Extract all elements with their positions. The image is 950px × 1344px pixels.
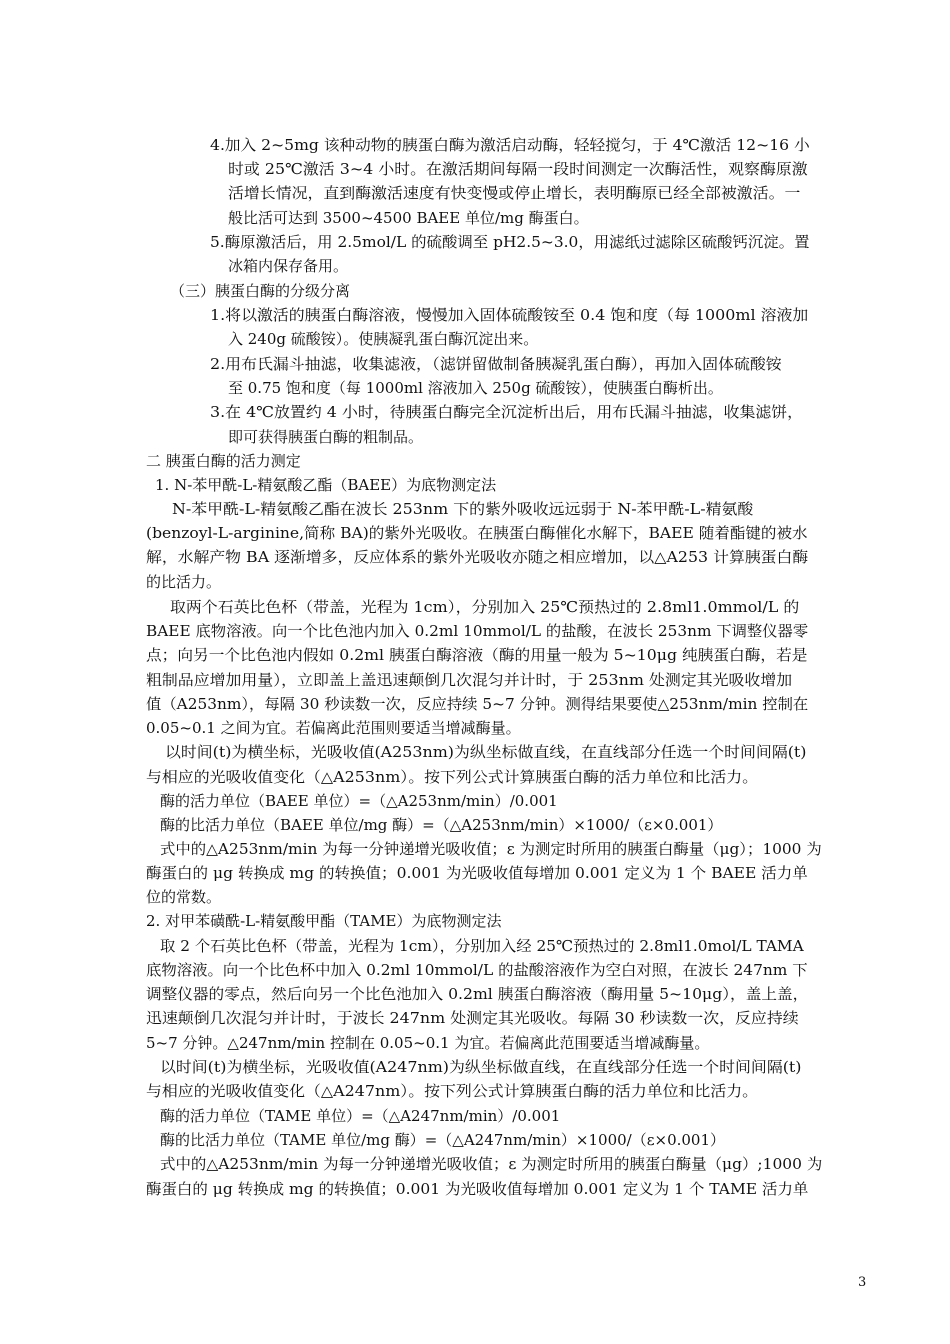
text-line: 活增长情况，直到酶激活速度有快变慢或停止增长，表明酶原已经全部被激活。一 bbox=[228, 184, 801, 202]
text-line: 位的常数。 bbox=[146, 888, 222, 906]
text-line: 0.05~0.1 之间为宜。若偏离此范围则要适当增减酶量。 bbox=[146, 719, 521, 737]
text-line: BAEE 底物溶液。向一个比色池内加入 0.2ml 10mmol/L 的盐酸，在波长 253nm 下调整仪器零 bbox=[146, 622, 809, 640]
text-line: 粗制品应增加用量），立即盖上盖迅速颠倒几次混匀并计时，于 253nm 处测定其光吸收增加 bbox=[146, 671, 793, 689]
text-line: 酶蛋白的 μg 转换成 mg 的转换值；0.001 为光吸收值每增加 0.001 定义为 1 个 BAEE 活力单 bbox=[146, 864, 808, 882]
text-line: 以时间(t)为横坐标，光吸收值(A247nm)为纵坐标做直线，在直线部分任选一个时间间隔(t) bbox=[160, 1058, 802, 1076]
text-line: 二 胰蛋白酶的活力测定 bbox=[146, 452, 301, 470]
text-line: 入 240g 硫酸铵）。使胰凝乳蛋白酶沉淀出来。 bbox=[228, 330, 539, 348]
text-line: 1.将以激活的胰蛋白酶溶液，慢慢加入固体硫酸铵至 0.4 饱和度（每 1000ml 溶液加 bbox=[210, 306, 809, 324]
text-line: N-苯甲酰-L-精氨酸乙酯在波长 253nm 下的紫外吸收远远弱于 N-苯甲酰-L-精氨酸 bbox=[172, 500, 754, 518]
text-line: 式中的△A253nm/min 为每一分钟递增光吸收值；ε 为测定时所用的胰蛋白酶量（μg）；1000 为 bbox=[160, 840, 822, 858]
text-line: 底物溶液。向一个比色杯中加入 0.2ml 10mmol/L 的盐酸溶液作为空白对照，在波长 247nm 下 bbox=[146, 961, 808, 979]
text-line: 取 2 个石英比色杯（带盖，光程为 1cm），分别加入经 25℃预热过的 2.8ml1.0mol/L TAMA bbox=[160, 937, 804, 955]
text-line: 5.酶原激活后，用 2.5mol/L 的硫酸调至 pH2.5~3.0，用滤纸过滤除区硫酸钙沉淀。置 bbox=[210, 233, 810, 251]
text-line: 与相应的光吸收值变化（△A253nm）。按下列公式计算胰蛋白酶的活力单位和比活力。 bbox=[146, 768, 759, 786]
text-line: 酶的比活力单位（TAME 单位/mg 酶）=（△A247nm/min）×1000/（ε×0.001） bbox=[160, 1131, 726, 1149]
text-line: 般比活可达到 3500~4500 BAEE 单位/mg 酶蛋白。 bbox=[228, 209, 589, 227]
text-line: 酶的比活力单位（BAEE 单位/mg 酶）=（△A253nm/min）×1000/（ε×0.001） bbox=[160, 816, 723, 834]
text-line: (benzoyl-L-arginine,简称 BA)的紫外光吸收。在胰蛋白酶催化水解下，BAEE 随着酯键的被水 bbox=[146, 524, 808, 542]
text-line: 取两个石英比色杯（带盖，光程为 1cm），分别加入 25℃预热过的 2.8ml1.0mmol/L 的 bbox=[170, 598, 800, 616]
text-line: 点；向另一个比色池内假如 0.2ml 胰蛋白酶溶液（酶的用量一般为 5~10μg 纯胰蛋白酶，若是 bbox=[146, 646, 808, 664]
text-line: 酶的活力单位（BAEE 单位）=（△A253nm/min）/0.001 bbox=[160, 792, 558, 810]
text-line: 酶的活力单位（TAME 单位）=（△A247nm/min）/0.001 bbox=[160, 1107, 561, 1125]
text-line: 即可获得胰蛋白酶的粗制品。 bbox=[228, 428, 424, 446]
text-line: 酶蛋白的 μg 转换成 mg 的转换值；0.001 为光吸收值每增加 0.001 定义为 1 个 TAME 活力单 bbox=[146, 1180, 809, 1198]
text-line: 式中的△A253nm/min 为每一分钟递增光吸收值；ε 为测定时所用的胰蛋白酶量（μg）;1000 为 bbox=[160, 1155, 823, 1173]
text-line: （三）胰蛋白酶的分级分离 bbox=[170, 282, 351, 300]
text-line: 的比活力。 bbox=[146, 573, 222, 591]
text-line: 5~7 分钟。△247nm/min 控制在 0.05~0.1 为宜。若偏离此范围要适当增减酶量。 bbox=[146, 1034, 710, 1052]
text-line: 至 0.75 饱和度（每 1000ml 溶液加入 250g 硫酸铵），使胰蛋白酶析出。 bbox=[228, 379, 723, 397]
text-line: 值（A253nm），每隔 30 秒读数一次，反应持续 5~7 分钟。测得结果要使△253nm/min 控制在 bbox=[146, 695, 809, 713]
text-line: 调整仪器的零点，然后向另一个比色池加入 0.2ml 胰蛋白酶溶液（酶用量 5~10μg），盖上盖， bbox=[146, 985, 809, 1003]
text-line: 迅速颠倒几次混匀并计时，于波长 247nm 处测定其光吸收。每隔 30 秒读数一次，反应持续 bbox=[146, 1009, 799, 1027]
text-line: 冰箱内保存备用。 bbox=[228, 257, 349, 275]
text-line: 时或 25℃激活 3~4 小时。在激活期间每隔一段时间测定一次酶活性，观察酶原激 bbox=[228, 160, 808, 178]
text-line: 3.在 4℃放置约 4 小时，待胰蛋白酶完全沉淀析出后，用布氏漏斗抽滤，收集滤饼， bbox=[210, 403, 804, 421]
text-line: 解，水解产物 BA 逐渐增多，反应体系的紫外光吸收亦随之相应增加，以△A253 计算胰蛋白酶 bbox=[146, 548, 809, 566]
text-line: 2. 对甲苯磺酰-L-精氨酸甲酯（TAME）为底物测定法 bbox=[146, 912, 502, 930]
text-line: 4.加入 2~5mg 该种动物的胰蛋白酶为激活启动酶，轻轻搅匀，于 4℃激活 12~16 小 bbox=[210, 136, 810, 154]
page-number: 3 bbox=[858, 1275, 867, 1290]
text-line: 2.用布氏漏斗抽滤，收集滤液，（滤饼留做制备胰凝乳蛋白酶），再加入固体硫酸铵 bbox=[210, 355, 782, 373]
text-line: 与相应的光吸收值变化（△A247nm）。按下列公式计算胰蛋白酶的活力单位和比活力。 bbox=[146, 1082, 759, 1100]
text-line: 以时间(t)为横坐标，光吸收值(A253nm)为纵坐标做直线，在直线部分任选一个时间间隔(t) bbox=[165, 743, 807, 761]
text-line: 1. N-苯甲酰-L-精氨酸乙酯（BAEE）为底物测定法 bbox=[155, 476, 497, 494]
